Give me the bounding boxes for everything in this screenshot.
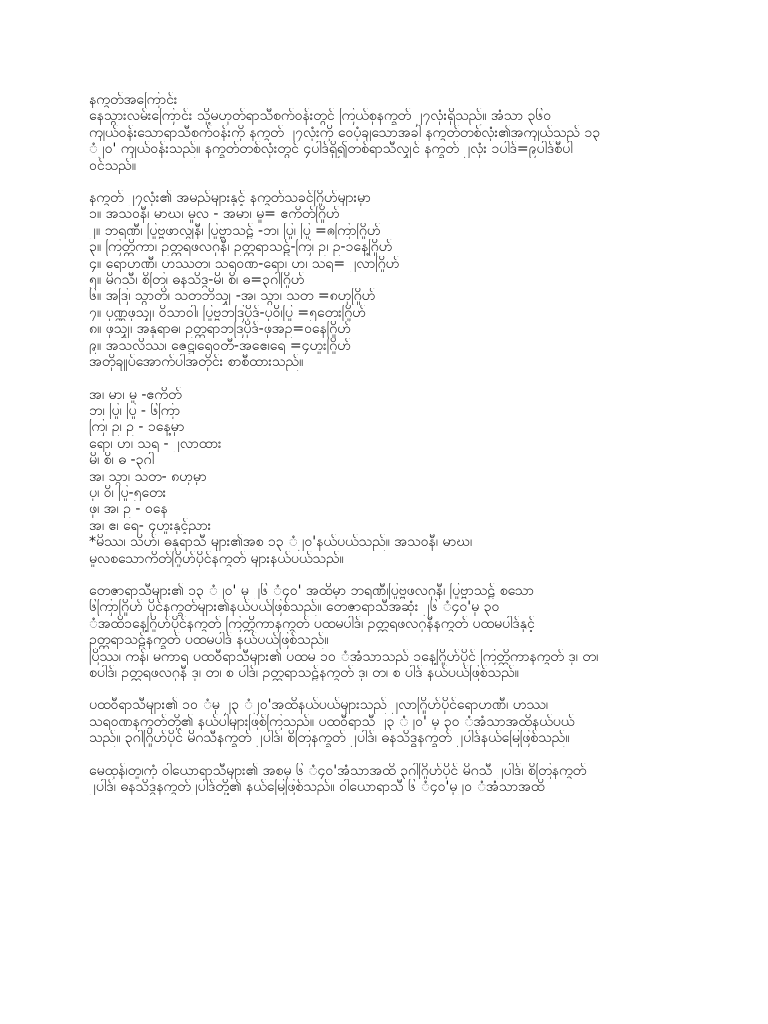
paragraph-gap	[89, 371, 709, 387]
paragraph-summary	[89, 387, 709, 567]
paragraph-fire-signs	[89, 583, 709, 681]
list-item: ဘ၊ ပြု၊ ပြု - ၆ကြာ	[89, 402, 181, 419]
list-item: ၆။ အဒြ၊ သွာတိ၊ သတဘိသျှ -အ၊ သွာ၊ သတ =၈ဟုဂြိုဟ်	[89, 288, 376, 305]
list-item: မိ၊ စိ၊ ဓ -၃ဂါ	[89, 452, 154, 469]
document-page	[89, 92, 709, 795]
text-line: အတိုချုပ်အောက်ပါအတိုင်း စာစီထားသည်။	[89, 354, 304, 371]
list-item: အ၊ မာ၊ မူ -ဧကိတ်	[89, 386, 182, 403]
document-heading: နက္ခတ်အကြောင်း	[89, 92, 178, 108]
text-line: မေထုန်၊တူ၊ကုံ ဝါယောရာသီများ၏ အစမှ ၆ ံ၄၀'အံသာအထိ ၃ဂါဂြိုဟ်ပိုင် မိဂသီ ၂ပါဒ်၊ စိတြနက္ခတ်	[89, 762, 587, 779]
list-item: ၂။ ဘရဏီ၊ ပြုဗ္ဗဖာလ္ဂုနီ၊ ပြုဗ္ဗာသဠ် -ဘ၊ ပြု၊ ပြု =ၐကြာဂြိုဟ်	[89, 222, 381, 239]
list-item: ရော၊ ဟ၊ သရ - ၂လာထား	[89, 435, 222, 452]
text-line: နက္ခတ် ၂၇လုံး၏ အမည်များနှင့် နက္ခတ်သခင်ဂြိုဟ်များမှာ	[89, 190, 371, 207]
paragraph-air-signs	[89, 763, 709, 796]
list-item: ၉။ အသလိဿ၊ ဇေဋ္ဌ၊ရေဝတီ-အဧေ၊ရေ =၄ဟူးဂြိုဟ်	[89, 337, 351, 354]
text-line: ံ၂၀' ကျယ်ဝန်းသည်။ နက္ခတ်တစ်လုံးတွင် ၄ပါဒ်ရှိ၍တစ်ရာသီလျှင် နက္ခတ် ၂လုံး ၁ပါဒ်=၉ပါဒ်စီပါ	[89, 141, 573, 158]
text-line: ဥတ္တရာသဠ်နက္ခတ် ပထမပါဒ် နယ်ပယ်ဖြစ်သည်။	[89, 632, 329, 649]
paragraph-star-lords	[89, 190, 709, 370]
text-line: ပြိဿ၊ ကန်၊ မကာရ ပထဝီရာသီများ၏ ပထမ ၁၀ ံအံသာသည် ၁နေ့ဂြိုဟ်ပိုင် ကြတ္တိကာနက္ခတ် ဒု၊ တ၊	[89, 648, 599, 665]
text-line: နေသွားလမ်းကြောင်း သို့မဟုတ်ရာသီစက်ဝန်းတွင် ကြယ်စုနက္ခတ် ၂၇လုံးရှိသည်။ အံသာ ၃၆၀	[89, 108, 552, 125]
paragraph-gap	[89, 567, 709, 583]
list-item: ၈။ ဖုသျှ၊ အနုရာဓ၊ ဥတ္တရာဘဒြပိုဒ်-ဖုအဥ=ဝနေဂြိုဟ်	[89, 321, 351, 338]
text-line: မူလစသောကိတ်ဂြိုဟ်ပိုင်နက္ခတ် များနယ်ပယ်သည်။	[89, 550, 344, 567]
paragraph-intro	[89, 92, 709, 174]
text-line: စပါဒ်၊ ဥတ္တရဖလဂုနီ ဒု၊ တ၊ စ ပါဒ်၊ ဥတ္တရာသဠ်နက္ခတ် ဒု၊ တ၊ စ ပါဒ် နယ်ပယ်ဖြစ်သည်။	[89, 665, 519, 681]
text-line: သည်။ ၃ဂါဂြိုဟ်ပိုင် မိဂသီနက္ခတ် ၂ပါဒ်၊ စိတြနက္ခတ် ၂ပါဒ်၊ ဓနသိဒ္ဓနက္ခတ် ၂ပါဒ်နယ်မြေဖြစ်သည်။	[89, 730, 570, 747]
paragraph-gap	[89, 747, 709, 763]
paragraph-gap	[89, 174, 709, 190]
text-line: တေဇာရာသီများ၏ ၁၃ ံ၂၀' မှ ၂၆ ံ၄၀' အထိမှာ ဘရဏီ၊ပြုဗ္ဗဖလဂုနီ၊ ပြုဗ္ဗာသဠ် စသော	[89, 582, 534, 599]
list-item: ဖု၊ အ၊ ဥ - ဝနေ	[89, 501, 168, 518]
text-line: သရဝဏနက္ခတ်တို့၏ နယ်ပါများဖြစ်ကြသည်။ ပထဝီရာသီ ၂၃ ံ၂၀' မှ ၃၀ ံအံသာအထိနယ်ပယ်	[89, 713, 575, 730]
list-item: အ၊ သွာ၊ သတ- ၈ဟုမှာ	[89, 468, 207, 485]
list-item: ၄။ ရောဟဏီ၊ ဟဿတ၊ သရဝဏ-ရော၊ ဟ၊ သရ= ၂လာဂြိုဟ်	[89, 255, 400, 272]
list-item: အ၊ ဧ၊ ရေ- ၄ဟူးနှင့်ညား	[89, 517, 212, 534]
text-line: ံအထိ၁နေ့ဂြိုဟ်ပိုင်နက္ခတ် ကြတ္တိကာနက္ခတ် ပထမပါဒ်၊ ဥတ္တရဖလဂုနီနက္ခတ် ပထမပါဒ်နှင့်	[89, 615, 535, 632]
text-line: ဝင်သည်။	[89, 157, 136, 174]
list-item: ကြ၊ ဥ၊ ဥ - ၁နေ့မှာ	[89, 419, 185, 436]
list-item: ၃။ ကြတ္တိကာ၊ ဥတ္တရဖလဂုနီ၊ ဥတ္တရာသဠ်-ကြ၊ ဥ၊ ဥ-၁နေ့ဂြိုဟ်	[89, 239, 393, 256]
text-line: ၂ပါဒ်၊ ဓနသိဒ္ဓနက္ခတ်၂ပါဒ်တို့၏ နယ်မြေဖြစ်သည်။ ဝါယောရာသီ ၆ ံ၄၀'မှ၂၀ ံအံသာအထိ	[89, 779, 545, 796]
paragraph-gap	[89, 681, 709, 697]
list-item: ၁။ အသဝနီ၊ မာဃ၊ မူလ - အမာ၊ မူ= ဧကိတ်ဂြိုဟ်	[89, 206, 340, 223]
text-line: ၆ကြာဂြိုဟ် ပိုင်နက္ခတ်များ၏နယ်ပယ်ဖြစ်သည်။ တေဇာရာသီအဆုံး ၂၆ ံ၄၀'မှ ၃၀	[89, 599, 500, 616]
list-item: ပု၊ ဝိ၊ ပြု-၅တေး	[89, 484, 167, 501]
list-item: ၅။ မိဂသီ၊ စိတြ၊ ဓနသိဒ္ဓ-မိ၊ စိ၊ ဓ=၃ဂါဂြိုဟ်	[89, 272, 305, 289]
text-line: ပထဝီရာသီများ၏ ၁၀ ံမှ ၂၃ ံ၂၀'အထိနယ်ပယ်များသည် ၂လာဂြိုဟ်ပိုင်ရောဟဏီ၊ ဟဿ၊	[89, 697, 548, 714]
text-line: ကျယ်ဝန်းသောရာသီစက်ဝန်းကို နက္ခတ် ၂၇လုံးကို ဝေပုံချသောအခါ နက္ခတ်တစ်လုံး၏အကျယ်သည် ၁၃	[89, 124, 601, 141]
list-item: ၇။ ပုဏ္ဏဖုသျှ၊ ဝိသာဝါ၊ ပြုဗ္ဗဘဒြပိုဒ်-ပုဝိ၊ပြု =၅တေးဂြိုဟ်	[89, 304, 366, 321]
text-line: *မိဿ၊ သိဟ်၊ ဓနုရာသီ များ၏အစ ၁၃ ံ၂၀'နယ်ပယ်သည်။ အသဝနီ၊ မာဃ၊	[89, 534, 473, 551]
paragraph-earth-signs	[89, 697, 709, 746]
